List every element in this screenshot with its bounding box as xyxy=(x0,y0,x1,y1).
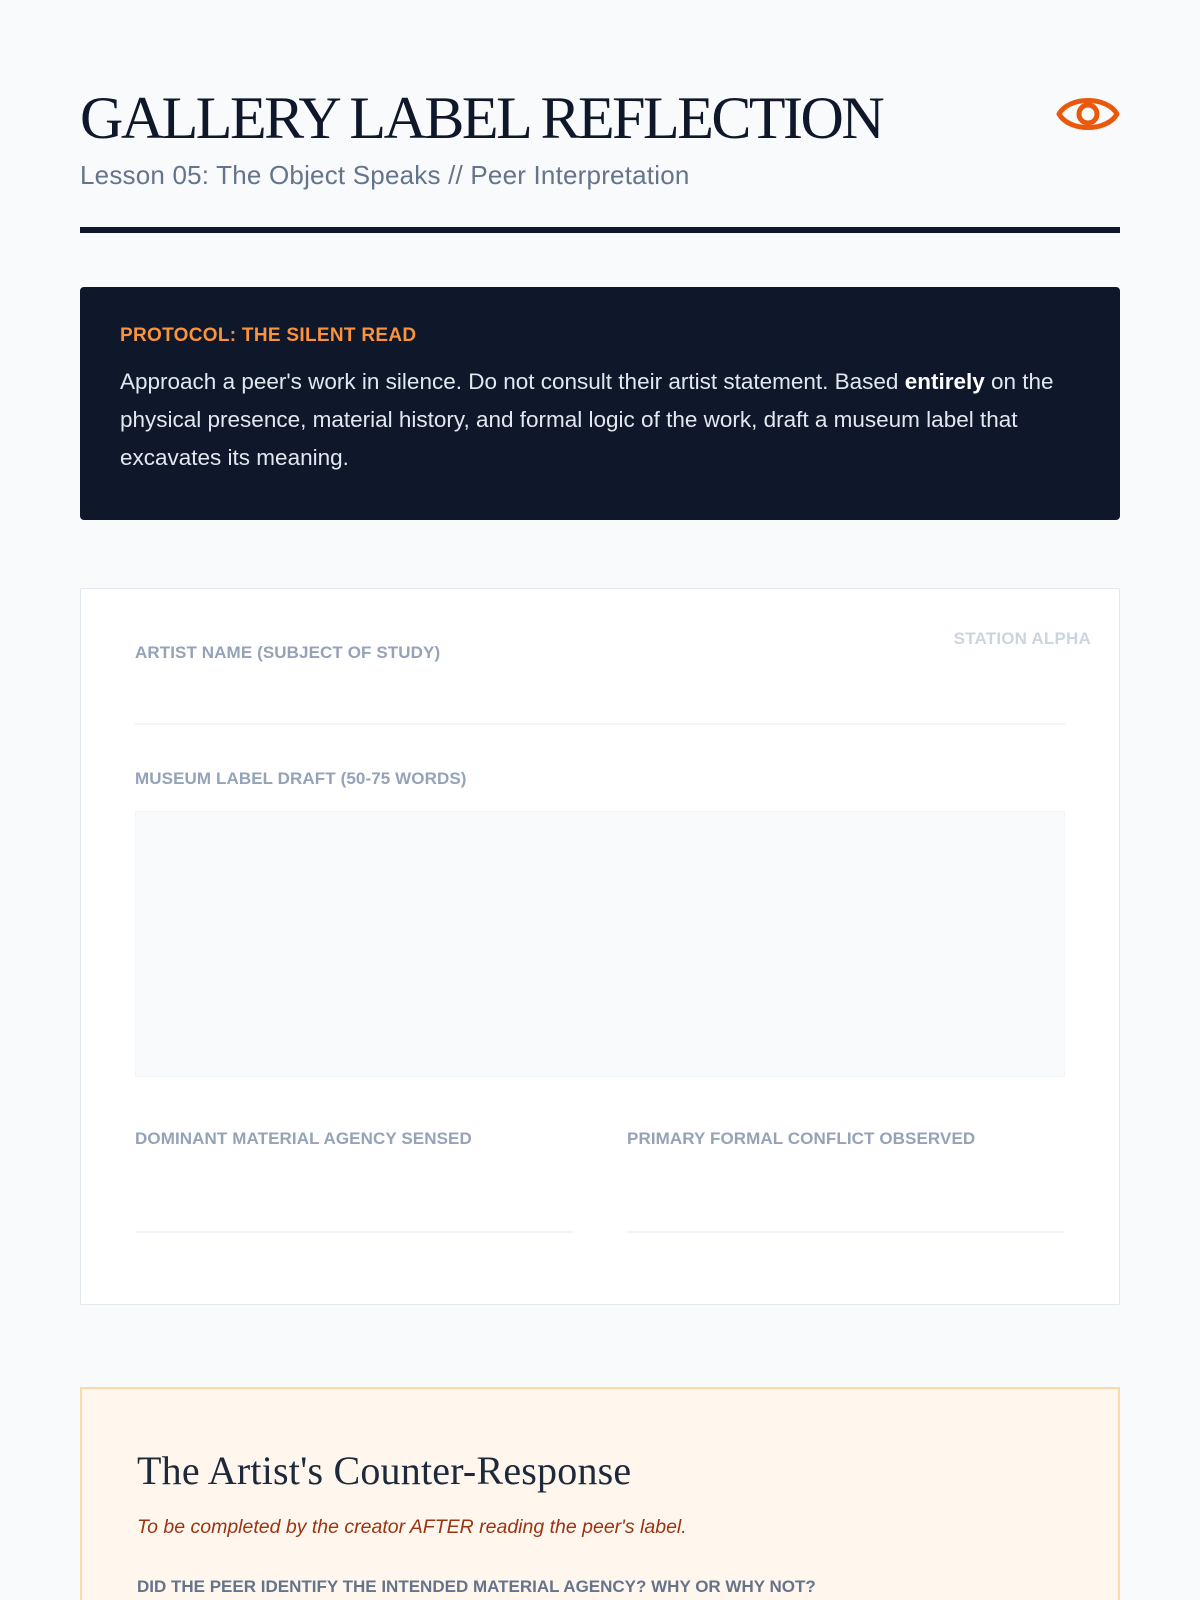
material-agency-field xyxy=(135,1129,573,1233)
protocol-text-start: Approach a peer's work in silence. Do not consult their artist statement. Based xyxy=(120,369,905,394)
formal-conflict-label: PRIMARY FORMAL CONFLICT OBSERVED xyxy=(627,1129,976,1148)
page-header xyxy=(80,0,1120,233)
station-tag: STATION ALPHA xyxy=(953,629,1091,648)
label-draft-label: MUSEUM LABEL DRAFT (50-75 WORDS) xyxy=(135,769,467,788)
page-subtitle: Lesson 05: The Object Speaks // Peer Interpretation xyxy=(80,160,690,190)
page-title: GALLERY LABEL REFLECTION xyxy=(80,85,883,151)
observation-fields xyxy=(135,1129,1065,1233)
artist-name-field xyxy=(135,643,1065,725)
artist-name-label: ARTIST NAME (SUBJECT OF STUDY) xyxy=(135,643,441,662)
counter-response-section xyxy=(80,1387,1120,1600)
counter-response-note: To be completed by the creator AFTER reading the peer's label. xyxy=(137,1516,687,1538)
counter-response-title: The Artist's Counter-Response xyxy=(137,1448,632,1493)
protocol-box xyxy=(80,287,1120,520)
eye-icon[interactable] xyxy=(1056,88,1120,140)
artist-name-input[interactable] xyxy=(135,670,1065,725)
protocol-label: PROTOCOL: THE SILENT READ xyxy=(120,325,417,346)
label-draft-field xyxy=(135,769,1065,1077)
label-draft-textarea[interactable] xyxy=(135,811,1065,1077)
formal-conflict-input[interactable] xyxy=(627,1164,1065,1233)
protocol-text-end: on the physical presence, material history, and formal logic of the work, draft a museum label that excavates its meaning. xyxy=(120,369,1054,470)
formal-conflict-field xyxy=(627,1129,1065,1233)
material-agency-input[interactable] xyxy=(135,1164,573,1233)
counter-response-question: DID THE PEER IDENTIFY THE INTENDED MATERIAL AGENCY? WHY OR WHY NOT? xyxy=(137,1577,816,1596)
label-form-card xyxy=(80,588,1120,1305)
protocol-text xyxy=(120,363,1080,477)
protocol-text-emphasis: entirely xyxy=(904,369,985,394)
material-agency-label: DOMINANT MATERIAL AGENCY SENSED xyxy=(135,1129,472,1148)
